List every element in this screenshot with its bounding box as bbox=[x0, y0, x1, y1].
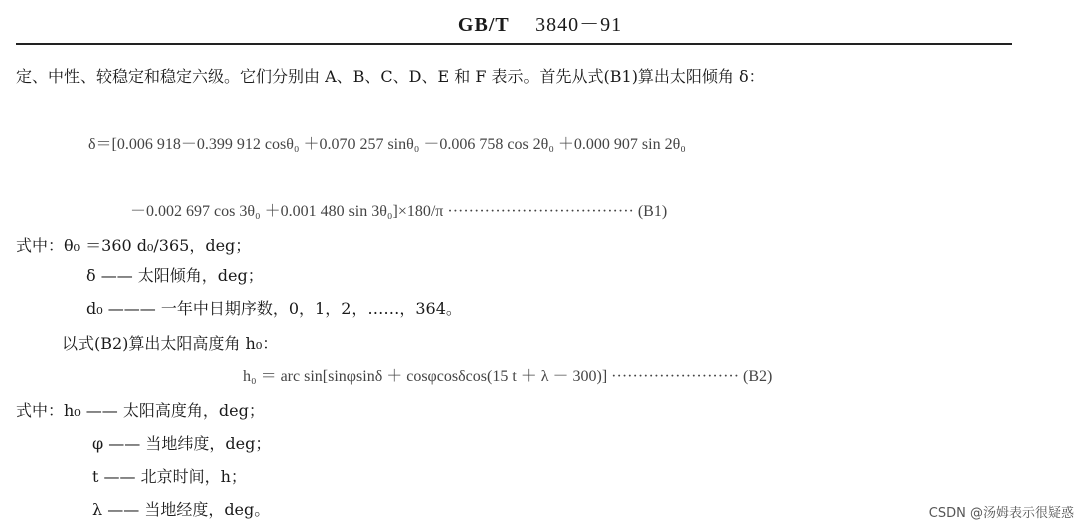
header-rule bbox=[16, 43, 1012, 45]
csdn-watermark: CSDN @汤姆表示很疑惑 bbox=[928, 506, 1074, 521]
definition-solar-altitude: 式中：h₀ —— 太阳高度角，deg； bbox=[16, 401, 265, 420]
intro-b2: 以式(B2)算出太阳高度角 h₀： bbox=[62, 334, 279, 353]
definition-day-number: d₀ ——— 一年中日期序数，0，1，2，……，364。 bbox=[86, 299, 462, 318]
standard-prefix: GB/T bbox=[457, 14, 510, 36]
formula-b1-line1: δ＝[0.006 918－0.399 912 cosθ₀ ＋0.070 257 sinθ₀ －0.006 758 cos 2θ₀ ＋0.000 907 sin 2θ₀ bbox=[88, 136, 686, 153]
standard-number: 3840－91 bbox=[535, 14, 623, 36]
intro-paragraph: 定、中性、较稳定和稳定六级。它们分别由 A、B、C、D、E 和 F 表示。首先从式(B1)算出太阳倾角 δ： bbox=[16, 67, 765, 86]
definition-latitude: φ —— 当地纬度，deg； bbox=[92, 434, 272, 453]
document-header bbox=[0, 8, 1080, 37]
formula-b1-line2: －0.002 697 cos 3θ₀ ＋0.001 480 sin 3θ₀]×180/π ··································· (B1) bbox=[130, 203, 668, 220]
definition-theta: 式中：θ₀ ＝360 d₀/365，deg； bbox=[16, 236, 252, 255]
definition-beijing-time: t —— 北京时间，h； bbox=[92, 467, 247, 486]
definition-longitude: λ —— 当地经度，deg。 bbox=[92, 500, 271, 519]
definition-delta: δ —— 太阳倾角，deg； bbox=[86, 266, 264, 285]
formula-b2: h₀ ＝ arc sin[sinφsinδ ＋ cosφcosδcos(15 t ＋ λ － 300)] ························ (B2) bbox=[243, 368, 773, 385]
